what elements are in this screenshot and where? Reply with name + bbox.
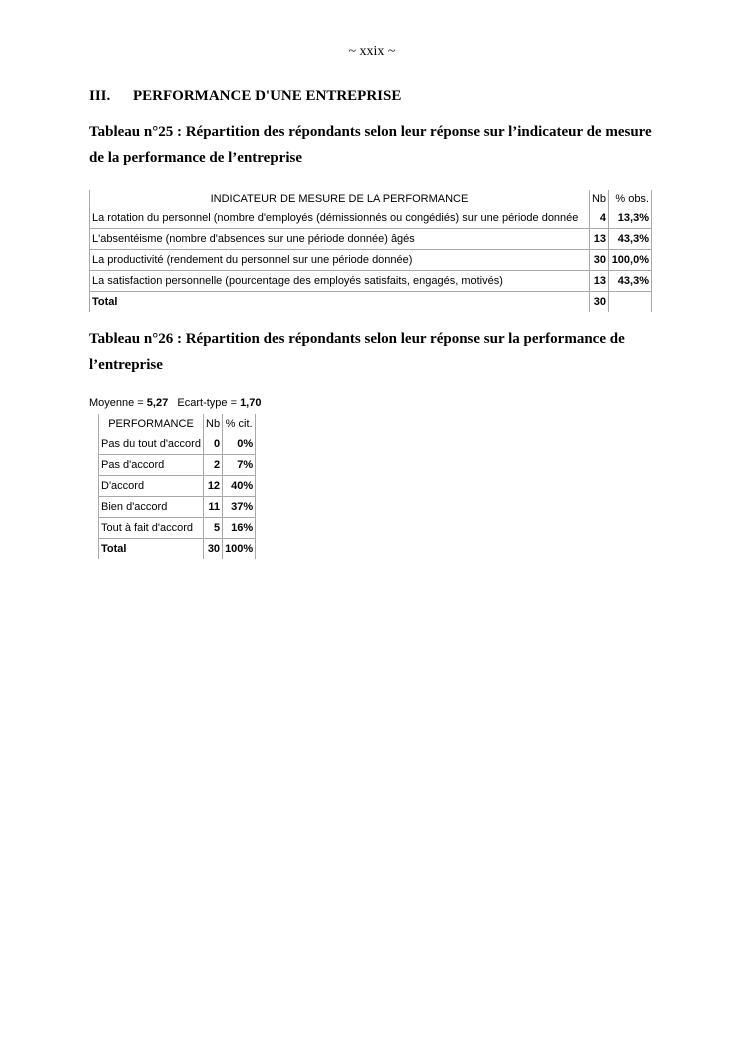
column-header-pct-obs: % obs.: [609, 190, 652, 208]
column-header-performance: PERFORMANCE: [99, 414, 204, 434]
row-label: D'accord: [99, 476, 204, 497]
table-row: [99, 518, 256, 539]
performance-table: [98, 414, 256, 559]
section-number: III.: [89, 88, 111, 104]
total-pct: 100%: [223, 539, 256, 560]
row-nb: 0: [204, 434, 223, 455]
row-label: Pas du tout d'accord: [99, 434, 204, 455]
total-nb: 30: [204, 539, 223, 560]
summary-stats: [89, 397, 261, 409]
row-label: La satisfaction personnelle (pourcentage des employés satisfaits, engagés, motivés): [90, 271, 590, 292]
table-row: [99, 434, 256, 455]
page-number: ~ xxix ~: [348, 44, 396, 59]
column-header-pct-cit: % cit.: [223, 414, 256, 434]
table-row: [99, 497, 256, 518]
row-nb: 4: [589, 208, 608, 229]
row-label: La rotation du personnel (nombre d'employés (démissionnés ou congédiés) sur une période donnée: [90, 208, 590, 229]
row-label: L'absentéisme (nombre d'absences sur une période donnée) âgés: [90, 229, 590, 250]
table-row: [90, 271, 652, 292]
column-header-nb: Nb: [589, 190, 608, 208]
row-nb: 5: [204, 518, 223, 539]
total-pct: [609, 292, 652, 313]
row-pct: 37%: [223, 497, 256, 518]
row-pct: 16%: [223, 518, 256, 539]
row-nb: 2: [204, 455, 223, 476]
table-header-row: [90, 190, 652, 208]
table-row: [90, 229, 652, 250]
row-label: La productivité (rendement du personnel sur une période donnée): [90, 250, 590, 271]
std-value: 1,70: [240, 397, 262, 409]
row-pct: 7%: [223, 455, 256, 476]
table-total-row: [90, 292, 652, 313]
row-pct: 100,0%: [609, 250, 652, 271]
std-label: Ecart-type =: [177, 397, 241, 409]
row-pct: 40%: [223, 476, 256, 497]
section-heading: [89, 88, 401, 105]
row-label: Bien d'accord: [99, 497, 204, 518]
mean-value: 5,27: [146, 397, 169, 409]
row-pct: 0%: [223, 434, 256, 455]
row-nb: 30: [589, 250, 608, 271]
total-label: Total: [99, 539, 204, 560]
total-nb: 30: [589, 292, 608, 313]
row-nb: 11: [204, 497, 223, 518]
section-title: PERFORMANCE D'UNE ENTREPRISE: [133, 88, 402, 104]
table-row: [90, 250, 652, 271]
table-total-row: [99, 539, 256, 560]
table-header-row: [99, 414, 256, 434]
row-pct: 43,3%: [609, 271, 652, 292]
row-nb: 13: [589, 271, 608, 292]
row-pct: 43,3%: [609, 229, 652, 250]
row-nb: 13: [589, 229, 608, 250]
indicator-table: [89, 190, 652, 312]
table-row: [90, 208, 652, 229]
table-row: [99, 476, 256, 497]
row-label: Pas d'accord: [99, 455, 204, 476]
row-nb: 12: [204, 476, 223, 497]
row-pct: 13,3%: [609, 208, 652, 229]
column-header-indicator: INDICATEUR DE MESURE DE LA PERFORMANCE: [90, 190, 590, 208]
row-label: Tout à fait d'accord: [99, 518, 204, 539]
mean-label: Moyenne =: [89, 397, 147, 409]
table-26-caption: Tableau n°26 : Répartition des répondants selon leur réponse sur la performance de l’entreprise: [89, 331, 625, 373]
total-label: Total: [90, 292, 590, 313]
table-row: [99, 455, 256, 476]
column-header-nb: Nb: [204, 414, 223, 434]
table-25-caption: Tableau n°25 : Répartition des répondants selon leur réponse sur l’indicateur de mesure de la performance de l’entreprise: [89, 124, 652, 166]
